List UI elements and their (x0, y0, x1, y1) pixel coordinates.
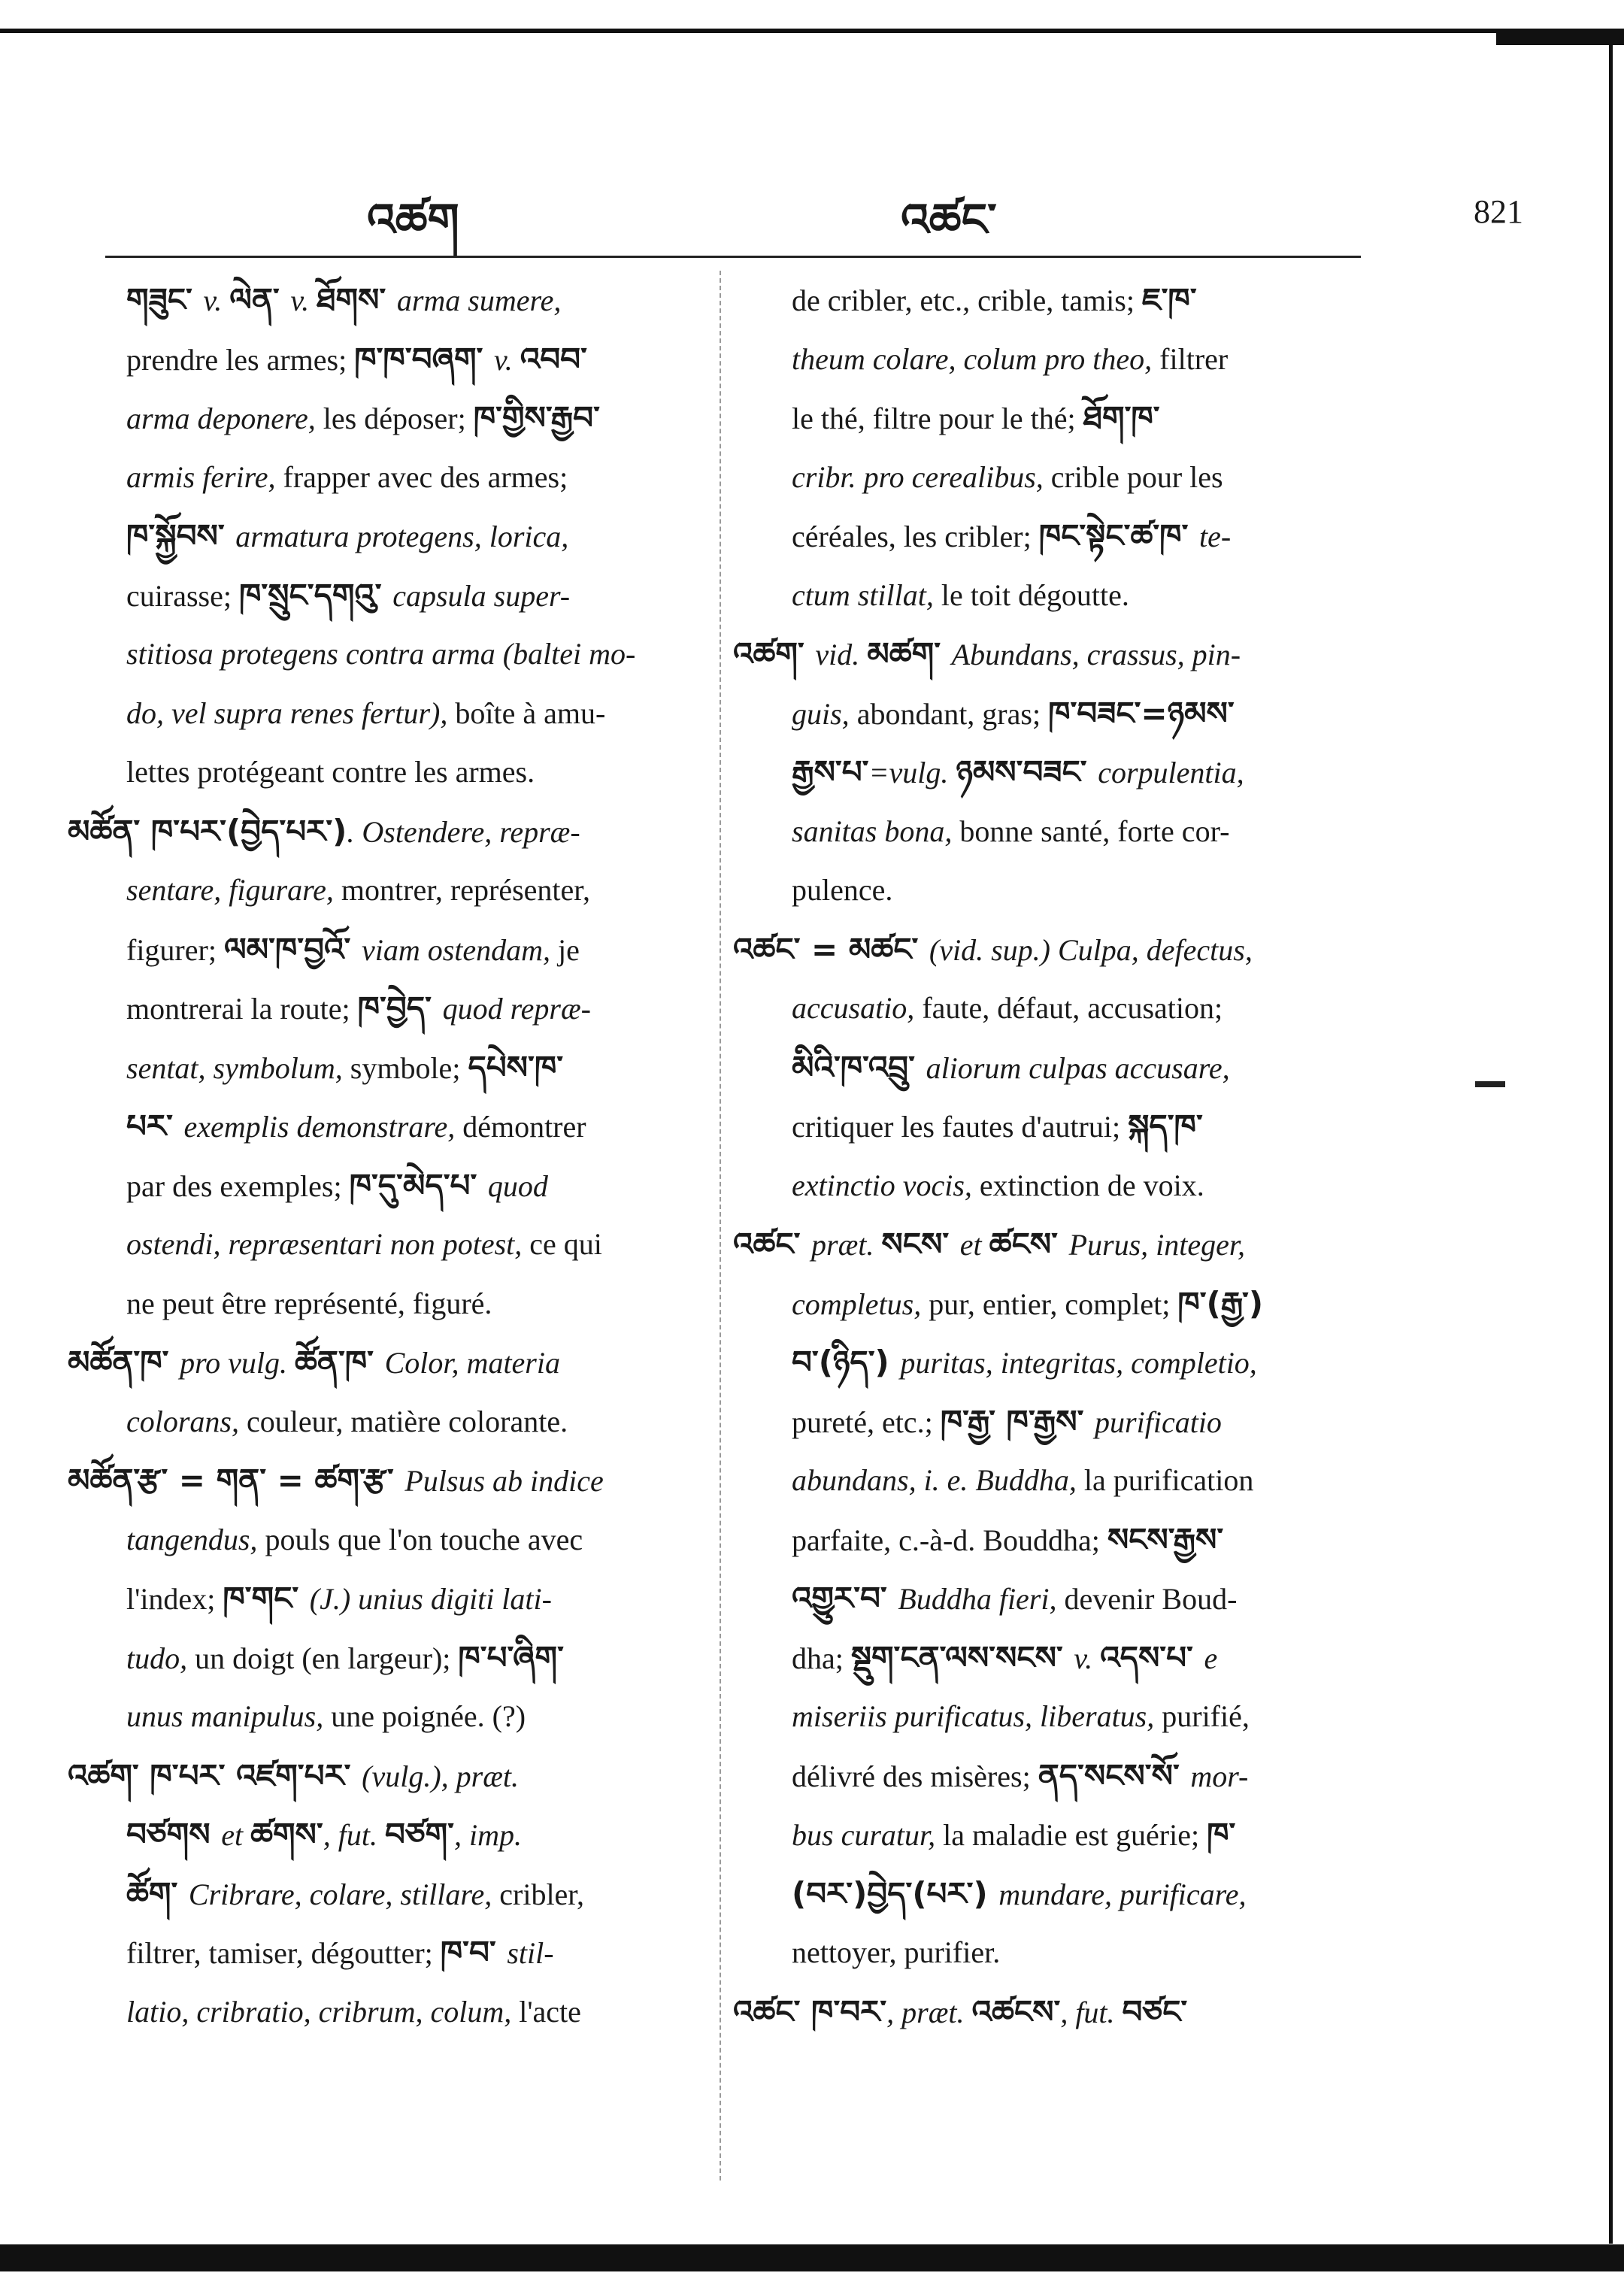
left-column (68, 271, 684, 2041)
latin-text: stil- (507, 1936, 554, 1970)
french-text: de cribler, etc., crible, tamis; (792, 283, 1142, 317)
french-text: frapper avec des armes; (283, 459, 568, 494)
french-text: pureté, etc.; (792, 1405, 941, 1439)
top-border (0, 29, 1624, 33)
latin-text: abundans, i. e. Buddha, (792, 1463, 1084, 1497)
latin-text: v. (290, 283, 317, 317)
tibetan-text: སངས་རྒྱས་ (1107, 1520, 1224, 1558)
french-text: critiquer les fautes d'autrui; (792, 1110, 1129, 1144)
french-text: crible pour les (1050, 459, 1223, 494)
text-line (733, 625, 1356, 684)
tibetan-text: ཐོགས་ (317, 281, 397, 318)
french-text: boîte à amu- (455, 696, 606, 730)
latin-text: quod (487, 1168, 548, 1203)
latin-text: miseriis purificatus, liberatus, (792, 1699, 1162, 1733)
tibetan-text: བཙང་ (1122, 1993, 1188, 2030)
text-line (68, 507, 684, 566)
text-line (68, 1097, 684, 1156)
tibetan-text: ཇ་ཁ་ (1141, 281, 1197, 318)
latin-text: Color, materia (384, 1346, 560, 1380)
french-text: démontrer (462, 1110, 586, 1144)
text-line (733, 330, 1356, 389)
latin-text: puritas, integritas, completio, (900, 1346, 1257, 1380)
text-line (68, 1569, 684, 1629)
latin-text: v. (1074, 1641, 1101, 1675)
text-line (68, 389, 684, 448)
french-text: cribler, (499, 1877, 585, 1911)
french-text: pulence. (792, 873, 893, 907)
latin-text: v. (203, 283, 230, 317)
tibetan-text: པར་ (126, 1108, 184, 1144)
tibetan-text: ཚངས་ (989, 1226, 1069, 1262)
french-text: dha; (792, 1641, 851, 1675)
latin-text: viam ostendam, (361, 932, 559, 967)
latin-text: (J.) unius digiti lati- (309, 1582, 552, 1616)
latin-text: bus curatur, (792, 1818, 944, 1852)
text-line (68, 1393, 684, 1452)
latin-text: (vulg.), præt. (362, 1759, 519, 1793)
text-line (733, 861, 1356, 920)
text-line (733, 1629, 1356, 1688)
text-line (68, 448, 684, 508)
french-text: abondant, gras; (856, 696, 1049, 731)
tibetan-text: ཁ་སྐྱོབས་ (126, 517, 236, 554)
french-text: le thé, filtre pour le thé; (792, 402, 1083, 435)
latin-text: sentat, symbolum, (126, 1050, 350, 1085)
text-line (733, 1569, 1356, 1629)
french-text: ce qui (529, 1227, 602, 1261)
text-line (733, 920, 1356, 980)
latin-text: . Ostendere, repræ- (347, 814, 580, 849)
french-text: symbole; (350, 1050, 468, 1085)
french-text: montrerai la route; (126, 992, 358, 1026)
latin-text: Cribrare, colare, stillare, (188, 1877, 500, 1911)
text-line (733, 1038, 1356, 1098)
tibetan-text: ཁ་པར་(བྱེད་པར་) (150, 812, 347, 850)
latin-text: , imp. (453, 1818, 522, 1852)
text-line (733, 1747, 1356, 1806)
text-line (733, 1097, 1356, 1156)
tibetan-text: ཁ་དུ་མེད་པ་ (349, 1166, 488, 1204)
tibetan-text: མཚོན་ཁ་ (68, 1344, 180, 1380)
latin-text: Pulsus ab indice (404, 1464, 604, 1498)
tibetan-text: རྒྱས་པ་ (792, 753, 869, 790)
text-line (68, 1865, 684, 1924)
text-line (733, 389, 1356, 448)
tibetan-text: ཁ་པ་ཞིག་ (458, 1638, 564, 1676)
tibetan-text: ལམ་ཁ་བྱའོ་ (223, 930, 362, 968)
text-line (733, 743, 1356, 802)
latin-text: tudo, (126, 1641, 195, 1675)
text-line (733, 1511, 1356, 1570)
french-text: céréales, les cribler; (792, 520, 1039, 553)
text-line (733, 684, 1356, 744)
tibetan-text: ཁ་བ་ (440, 1934, 508, 1971)
text-line (733, 1687, 1356, 1747)
french-text: figurer; (126, 932, 224, 967)
tibetan-text: གཟུང་ (126, 281, 204, 318)
text-line (733, 1393, 1356, 1452)
latin-text: ostendi, repræsentari non potest, (126, 1227, 530, 1261)
text-line (733, 1156, 1356, 1216)
tibetan-text: མིའི་ཁ་འབྲུ་ (792, 1048, 926, 1086)
latin-text: , præt. (886, 1995, 972, 2029)
text-line (733, 1923, 1356, 1983)
tibetan-text: ཁ་གང་ (223, 1580, 310, 1617)
tibetan-text: ཁ་བཟང་=ཉམས་ (1048, 694, 1235, 732)
french-text: pouls que l'on touche avec (265, 1522, 583, 1556)
text-line (733, 507, 1356, 566)
latin-text: et (959, 1228, 989, 1262)
latin-text: Abundans, crassus, pin- (951, 638, 1241, 671)
french-text: lettes protégeant contre les armes. (126, 755, 535, 789)
latin-text: corpulentia, (1098, 756, 1244, 789)
text-line (68, 1215, 684, 1274)
latin-text: ctum stillat, (792, 577, 941, 612)
tibetan-text: ཉམས་བཟང་ (956, 753, 1098, 790)
latin-text: guis, (792, 696, 857, 731)
french-text: cuirasse; (126, 578, 239, 613)
latin-text: mor- (1190, 1759, 1249, 1793)
text-line (733, 566, 1356, 626)
text-line (733, 1805, 1356, 1865)
latin-text: latio, cribratio, cribrum, colum, (126, 1994, 520, 2029)
text-line (68, 1629, 684, 1688)
latin-text: sentare, figurare, (126, 873, 341, 907)
tibetan-text: སངས་ (881, 1226, 960, 1262)
top-border-corner (1496, 29, 1624, 45)
french-text: je (558, 932, 580, 967)
column-divider (720, 271, 721, 2180)
tibetan-text: འབབ་ (520, 340, 587, 377)
page-number: 821 (1474, 193, 1523, 230)
latin-text: et (221, 1818, 251, 1852)
text-line (68, 1983, 684, 2042)
french-text: couleur, matière colorante. (247, 1404, 568, 1438)
text-line (68, 1333, 684, 1393)
text-line (68, 1687, 684, 1747)
text-line (68, 1511, 684, 1570)
latin-text: , fut. (323, 1818, 385, 1852)
french-text: filtrer (1159, 341, 1229, 376)
text-line (68, 1156, 684, 1216)
latin-text: =vulg. (868, 756, 956, 789)
text-line (733, 1333, 1356, 1393)
tibetan-text: འཚངས་ (971, 1993, 1061, 2030)
latin-text: e (1204, 1641, 1218, 1675)
french-text: purifié, (1162, 1699, 1250, 1733)
text-line (68, 861, 684, 920)
french-text: parfaite, c.-à-d. Bouddha; (792, 1523, 1107, 1557)
latin-text: pro vulg. (180, 1346, 295, 1380)
latin-text: te- (1199, 520, 1232, 553)
text-line (733, 448, 1356, 508)
right-border (1609, 33, 1613, 2244)
text-line (68, 684, 684, 744)
tibetan-text: འཚང་ (733, 1226, 812, 1262)
text-line (68, 1923, 684, 1983)
latin-text: Purus, integer, (1068, 1228, 1246, 1262)
latin-text: armatura protegens, lorica, (235, 520, 569, 553)
text-line (68, 920, 684, 980)
french-text: le toit dégoutte. (941, 577, 1129, 612)
latin-text: colorans, (126, 1404, 247, 1438)
latin-text: v. (493, 342, 520, 377)
tibetan-text: ཁ་སྲུང་དགའུ་ (238, 576, 393, 614)
header-rule (105, 256, 1361, 258)
latin-text: mundare, purificare, (998, 1877, 1247, 1911)
text-line (68, 330, 684, 389)
running-head-right: འཚང་ (901, 194, 997, 247)
tibetan-text: ཁ་བྱེད་ (357, 989, 443, 1026)
latin-text: accusatio, (792, 991, 923, 1025)
tibetan-text: ཁང་སྟེང་ཚ་ཁ་ (1038, 517, 1200, 554)
text-line (68, 802, 684, 862)
text-line (733, 271, 1356, 330)
tibetan-text: ལེན་ (229, 281, 291, 318)
french-text: la purification (1083, 1463, 1254, 1497)
text-line (68, 625, 684, 684)
french-text: l'acte (519, 1994, 581, 2029)
text-line (68, 1274, 684, 1334)
text-line (733, 1215, 1356, 1274)
latin-text: armis ferire, (126, 459, 283, 494)
tibetan-text: ཁ་གྱིས་རྒྱབ་ (473, 399, 600, 436)
french-text: un doigt (en largeur); (195, 1641, 459, 1675)
tibetan-text: སྡུག་ངན་ལས་སངས་ (850, 1638, 1074, 1676)
french-text: devenir Boud- (1064, 1582, 1238, 1616)
tibetan-text: ཁ་རྒྱ་ ཁ་རྒྱས་ (940, 1402, 1095, 1440)
latin-text: stitiosa protegens contra arma (baltei mo- (126, 637, 636, 671)
tibetan-text: ཚོག་ (126, 1874, 189, 1912)
french-text: l'index; (126, 1582, 223, 1616)
french-text: faute, défaut, accusation; (922, 991, 1223, 1025)
text-line (733, 1865, 1356, 1924)
right-column (733, 271, 1356, 2041)
latin-text: cribr. pro cerealibus, (792, 459, 1051, 494)
tibetan-text: ཚོན་ཁ་ (295, 1344, 385, 1380)
text-line (68, 1805, 684, 1865)
text-line (68, 566, 684, 626)
text-line (68, 1038, 684, 1098)
tibetan-text: འཚག་ ཁ་པར་ འཛག་པར་ (68, 1756, 362, 1794)
tibetan-text: ཚགས་ (250, 1816, 323, 1853)
text-line (68, 979, 684, 1038)
latin-text: quod repræ- (442, 992, 591, 1026)
latin-text: extinctio vocis, (792, 1168, 980, 1202)
text-line (733, 979, 1356, 1038)
latin-text: theum colare, colum pro theo, (792, 341, 1160, 376)
latin-text: exemplis demonstrare, (183, 1110, 463, 1144)
tibetan-text: ཐོག་ཁ་ (1083, 399, 1160, 436)
tibetan-text: མཚོན་རྩ་ = གན་ = ཚག་རྩ་ (68, 1462, 405, 1499)
latin-text: capsula super- (392, 578, 571, 613)
latin-text: do, vel supra renes fertur), (126, 696, 456, 730)
tibetan-text: འགྱུར་བ་ (792, 1580, 898, 1617)
tibetan-text: འཚང་ ཁ་བར་ (733, 1993, 887, 2030)
latin-text: arma deponere, (126, 402, 323, 435)
tibetan-text: མཚག་ (867, 635, 952, 672)
text-line (68, 1451, 684, 1511)
latin-text: Buddha fieri, (898, 1582, 1065, 1616)
tibetan-text: ཁ་(རྒྱ་) (1177, 1284, 1264, 1322)
tibetan-text: བཙག་ (384, 1816, 454, 1853)
latin-text: , fut. (1060, 1995, 1123, 2029)
tibetan-text: མཚོན་ (68, 812, 151, 850)
tibetan-text: འདས་པ་ (1100, 1638, 1204, 1676)
running-head-left: འཚག (367, 194, 459, 247)
text-line (733, 1451, 1356, 1511)
latin-text: (vid. sup.) Culpa, defectus, (929, 932, 1253, 967)
french-text: prendre les armes; (126, 342, 355, 377)
tibetan-text: དཔེས་ཁ་ (468, 1048, 564, 1086)
french-text: pur, entier, complet; (929, 1286, 1178, 1321)
text-line (68, 271, 684, 330)
french-text: ne peut être représenté, figuré. (126, 1286, 492, 1320)
tibetan-text: སྐད་ཁ་ (1128, 1108, 1203, 1144)
latin-text: completus, (792, 1286, 929, 1321)
french-text: nettoyer, purifier. (792, 1935, 1001, 1969)
latin-text: vid. (815, 638, 868, 671)
latin-text: præt. (811, 1228, 882, 1262)
tibetan-text: འཚག་ (733, 635, 816, 672)
french-text: filtrer, tamiser, dégoutter; (126, 1936, 441, 1970)
tibetan-text: བཙགས (126, 1816, 222, 1853)
bottom-border (0, 2244, 1624, 2271)
french-text: bonne santé, forte cor- (959, 814, 1230, 848)
latin-text: arma sumere, (396, 283, 562, 317)
text-line (733, 802, 1356, 862)
french-text: montrer, représenter, (341, 873, 590, 907)
french-text: par des exemples; (126, 1168, 350, 1203)
latin-text: aliorum culpas accusare, (926, 1050, 1230, 1085)
french-text: la maladie est guérie; (943, 1818, 1207, 1852)
text-line (733, 1983, 1356, 2042)
tibetan-text: ཁ་ (1207, 1816, 1236, 1853)
tibetan-text: (བར་)བྱེད་(པར་) (792, 1874, 999, 1912)
french-text: extinction de voix. (979, 1168, 1204, 1202)
latin-text: tangendus, (126, 1522, 265, 1556)
margin-mark (1475, 1081, 1505, 1087)
tibetan-text: ནད་སངས་སོ་ (1038, 1756, 1191, 1794)
tibetan-text: ཁ་ཁ་བཞག་ (354, 340, 494, 377)
latin-text: unus manipulus, (126, 1699, 332, 1733)
latin-text: sanitas bona, (792, 814, 960, 848)
french-text: délivré des misères; (792, 1759, 1038, 1793)
text-line (68, 743, 684, 802)
french-text: les déposer; (323, 402, 474, 435)
tibetan-text: འཚང་ = མཚང་ (733, 930, 929, 968)
latin-text: purificatio (1095, 1405, 1222, 1439)
french-text: une poignée. (?) (331, 1699, 526, 1733)
tibetan-text: བ་(ཉིད་) (792, 1344, 901, 1380)
text-line (68, 1747, 684, 1806)
text-line (733, 1274, 1356, 1334)
